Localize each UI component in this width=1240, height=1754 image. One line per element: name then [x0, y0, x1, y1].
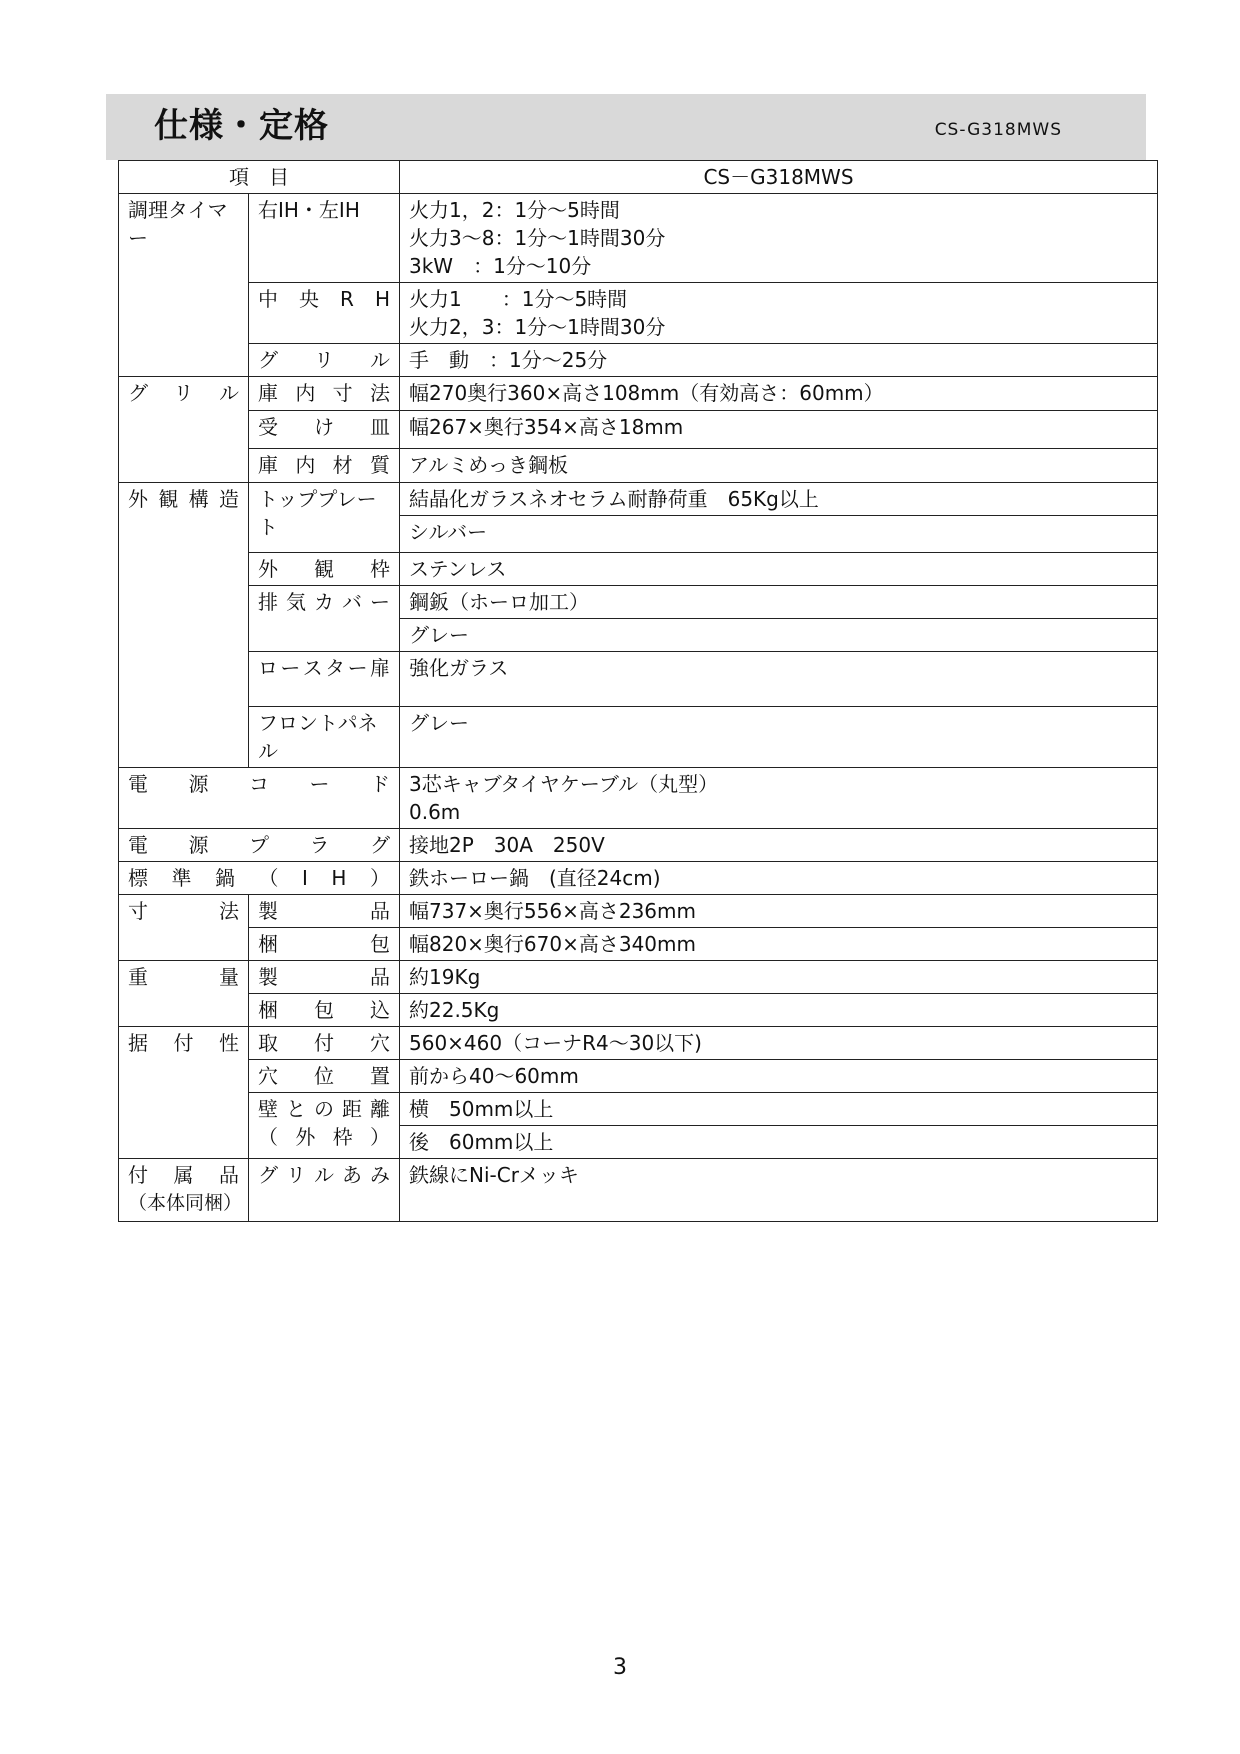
exterior-frame-label: 外 観 枠 — [249, 553, 400, 586]
weight-product-label: 製 品 — [249, 961, 400, 994]
installation-position-label: 穴 位 置 — [249, 1060, 400, 1093]
dimensions-label: 寸 法 — [119, 895, 249, 961]
cord-value: 3芯キャブタイヤケーブル（丸型） 0.6m — [400, 768, 1158, 829]
table-row — [119, 768, 1158, 829]
installation-wall-side: 横 50mm以上 — [400, 1093, 1158, 1126]
timer-grill-label: グ リ ル — [249, 344, 400, 377]
timer-label: 調理タイマー — [119, 194, 249, 377]
exterior-frame-value: ステンレス — [400, 553, 1158, 586]
table-row — [119, 283, 1158, 344]
exterior-exhaust-value: 鋼鈑（ホーロ加工） — [400, 586, 1158, 619]
table-row — [119, 1159, 1158, 1222]
pot-label: 標 準 鍋 （ I H ） — [119, 862, 400, 895]
table-row — [119, 928, 1158, 961]
exterior-roaster-value: 強化ガラス — [400, 652, 1158, 707]
grill-label: グ リ ル — [119, 377, 249, 483]
exterior-front-label: フロントパネル — [249, 707, 400, 768]
installation-label: 据 付 性 — [119, 1027, 249, 1159]
timer-grill-value: 手 動 ：1分～25分 — [400, 344, 1158, 377]
header-band — [106, 94, 1146, 160]
model-code: CS-G318MWS — [934, 120, 1062, 140]
table-row — [119, 411, 1158, 449]
plug-value: 接地2P 30A 250V — [400, 829, 1158, 862]
header-item-cell: 項 目 — [119, 161, 400, 194]
table-row — [119, 829, 1158, 862]
dimensions-product-value: 幅737×奥行556×高さ236mm — [400, 895, 1158, 928]
dimensions-package-value: 幅820×奥行670×高さ340mm — [400, 928, 1158, 961]
weight-label: 重 量 — [119, 961, 249, 1027]
dimensions-package-label: 梱 包 — [249, 928, 400, 961]
table-row — [119, 895, 1158, 928]
installation-wall-label: 壁 と の 距 離 （ 外 枠 ） — [249, 1093, 400, 1159]
accessory-item-label: グ リ ル あ み — [249, 1159, 400, 1222]
table-row — [119, 553, 1158, 586]
exterior-top-value: 結晶化ガラスネオセラム耐静荷重 65Kg以上 — [400, 483, 1158, 516]
timer-ih-values: 火力1，2：1分～5時間 火力3～8：1分～1時間30分 3kW ：1分～10分 — [400, 194, 1158, 283]
exterior-exhaust-label: 排 気 カ バ ー — [249, 586, 400, 652]
page-title: 仕様・定格 — [154, 106, 329, 146]
table-row — [119, 449, 1158, 483]
exterior-roaster-label: ロ ー ス タ ー 扉 — [249, 652, 400, 707]
exterior-front-value: グレー — [400, 707, 1158, 768]
table-row — [119, 1093, 1158, 1126]
exterior-top-color: シルバー — [400, 516, 1158, 553]
table-row — [119, 961, 1158, 994]
grill-inner-size-label: 庫 内 寸 法 — [249, 377, 400, 411]
plug-label: 電 源 プ ラ グ — [119, 829, 400, 862]
timer-rh-values: 火力1 ：1分～5時間 火力2，3：1分～1時間30分 — [400, 283, 1158, 344]
grill-material-label: 庫 内 材 質 — [249, 449, 400, 483]
exterior-exhaust-color: グレー — [400, 619, 1158, 652]
table-row — [119, 707, 1158, 768]
table-row — [119, 586, 1158, 619]
dimensions-product-label: 製 品 — [249, 895, 400, 928]
weight-package-value: 約22.5Kg — [400, 994, 1158, 1027]
weight-product-value: 約19Kg — [400, 961, 1158, 994]
timer-ih-label: 右IH・左IH — [249, 194, 400, 283]
weight-package-label: 梱 包 込 — [249, 994, 400, 1027]
exterior-top-label: トッププレート — [249, 483, 400, 553]
page-number: 3 — [613, 1655, 627, 1680]
accessory-label: 付 属 品 （本体同梱） — [119, 1159, 249, 1222]
table-row — [119, 862, 1158, 895]
table-row — [119, 194, 1158, 283]
table-row — [119, 994, 1158, 1027]
grill-tray-value: 幅267×奥行354×高さ18mm — [400, 411, 1158, 449]
grill-tray-label: 受 け 皿 — [249, 411, 400, 449]
installation-hole-label: 取 付 穴 — [249, 1027, 400, 1060]
installation-position-value: 前から40～60mm — [400, 1060, 1158, 1093]
exterior-label: 外 観 構 造 — [119, 483, 249, 768]
table-row — [119, 344, 1158, 377]
table-row — [119, 1060, 1158, 1093]
table-row — [119, 483, 1158, 516]
table-row — [119, 1027, 1158, 1060]
spec-table — [118, 160, 1158, 1222]
timer-rh-label: 中 央 R H — [249, 283, 400, 344]
grill-material-value: アルミめっき鋼板 — [400, 449, 1158, 483]
grill-inner-size-value: 幅270奥行360×高さ108mm（有効高さ：60mm） — [400, 377, 1158, 411]
accessory-item-value: 鉄線にNi-Crメッキ — [400, 1159, 1158, 1222]
table-header-row — [119, 161, 1158, 194]
pot-value: 鉄ホーロー鍋 (直径24cm) — [400, 862, 1158, 895]
cord-label: 電 源 コ ー ド — [119, 768, 400, 829]
installation-hole-value: 560×460（コーナR4～30以下) — [400, 1027, 1158, 1060]
table-row — [119, 652, 1158, 707]
table-row — [119, 377, 1158, 411]
header-model-cell: CS－G318MWS — [400, 161, 1158, 194]
installation-wall-back: 後 60mm以上 — [400, 1126, 1158, 1159]
